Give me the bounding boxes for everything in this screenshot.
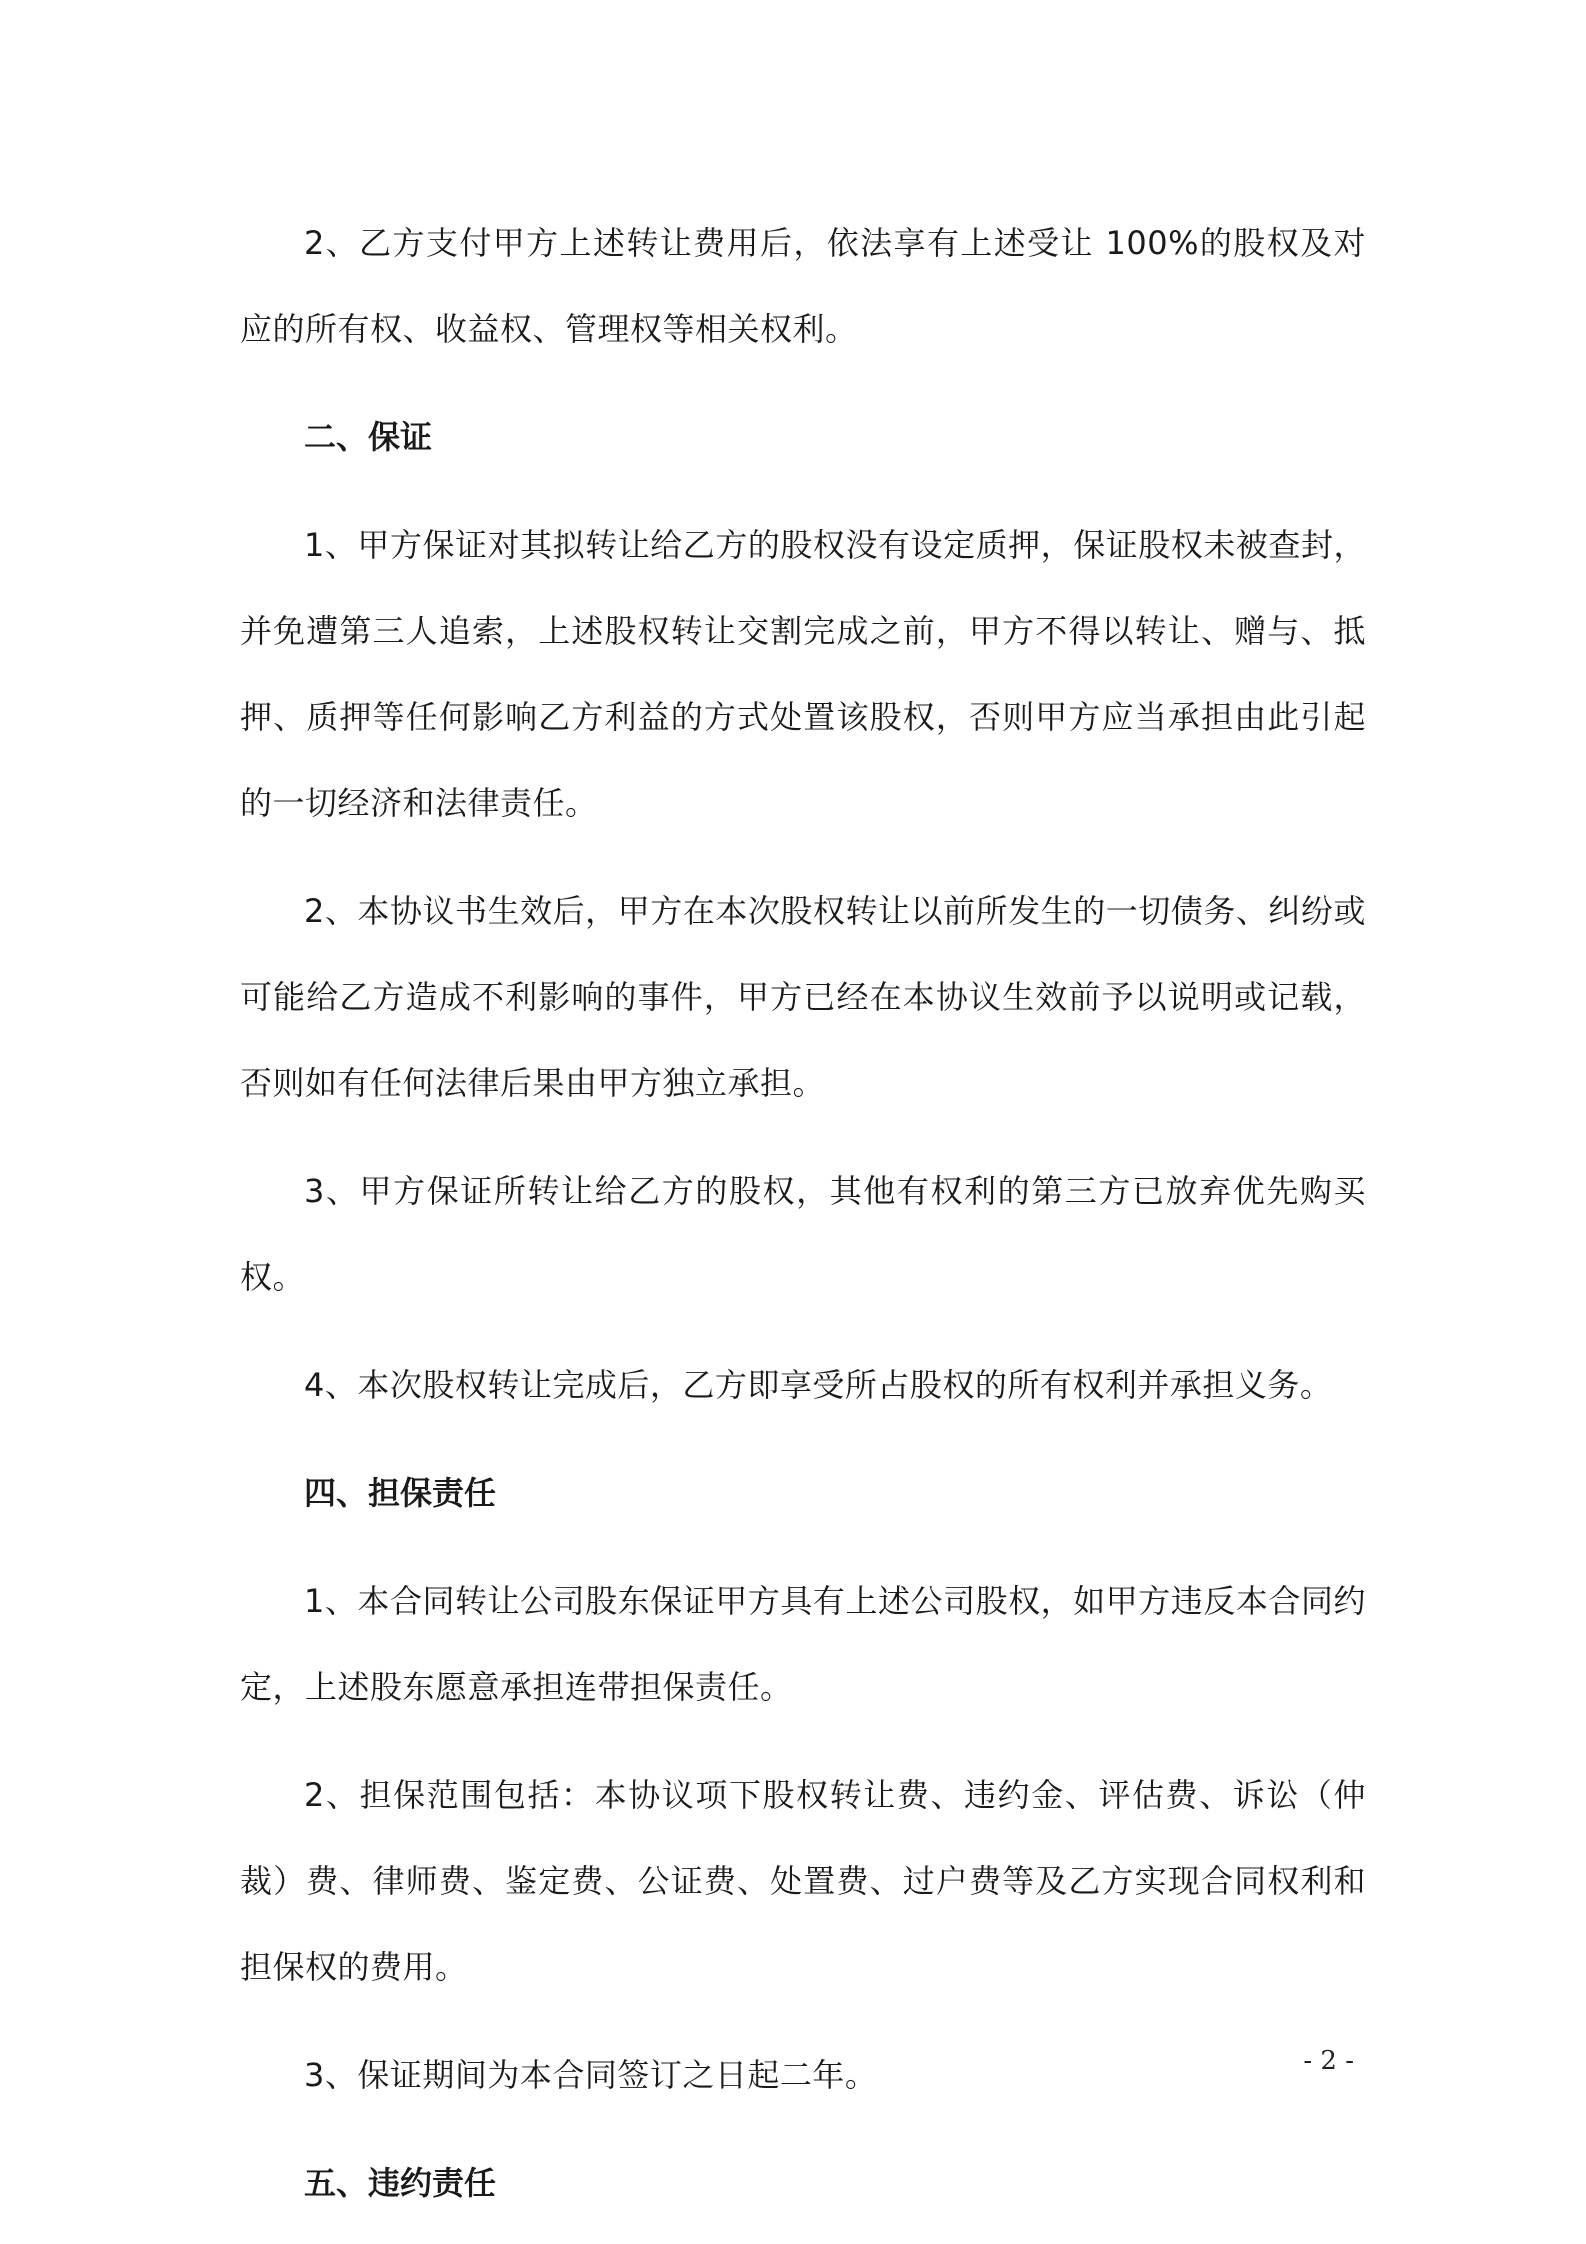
clause-paragraph: 1、甲方保证对其拟转让给乙方的股权没有设定质押，保证股权未被查封，并免遭第三人追索，上述股权转让交割完成之前，甲方不得以转让、赠与、抵押、质押等任何影响乙方利益的方式处置该股权，否则甲方应当承担由此引起的一切经济和法律责任。 (240, 526, 1366, 822)
paragraph-gap (240, 1730, 1366, 1752)
paragraph-gap (240, 1126, 1366, 1148)
paragraph-gap (240, 2010, 1366, 2032)
section-heading: 四、担保责任 (304, 1474, 497, 1512)
paragraph-gap (240, 1428, 1366, 1450)
clause-paragraph: 1、本合同转让公司股东保证甲方具有上述公司股权，如甲方违反本合同约定，上述股东愿意承担连带担保责任。 (240, 1582, 1366, 1706)
document-body (240, 200, 1366, 2226)
paragraph-gap (240, 480, 1366, 502)
section-heading: 二、保证 (304, 418, 433, 456)
page-number: - 2 - (1303, 2046, 1354, 2076)
clause-paragraph: 2、乙方支付甲方上述转让费用后，依法享有上述受让 100%的股权及对应的所有权、收益权、管理权等相关权利。 (240, 224, 1366, 348)
clause-paragraph: 3、保证期间为本合同签订之日起二年。 (304, 2056, 878, 2094)
paragraph-gap (240, 2118, 1366, 2140)
paragraph-gap (240, 372, 1366, 394)
clause-paragraph: 2、本协议书生效后，甲方在本次股权转让以前所发生的一切债务、纠纷或可能给乙方造成不利影响的事件，甲方已经在本协议生效前予以说明或记载，否则如有任何法律后果由甲方独立承担。 (240, 892, 1366, 1102)
paragraph-gap (240, 846, 1366, 868)
clause-paragraph: 2、担保范围包括：本协议项下股权转让费、违约金、评估费、诉讼（仲裁）费、律师费、鉴定费、公证费、处置费、过户费等及乙方实现合同权利和担保权的费用。 (240, 1776, 1366, 1986)
section-heading: 五、违约责任 (304, 2164, 497, 2202)
clause-paragraph: 4、本次股权转让完成后，乙方即享受所占股权的所有权利并承担义务。 (304, 1366, 1333, 1404)
paragraph-gap (240, 1320, 1366, 1342)
clause-paragraph: 3、甲方保证所转让给乙方的股权，其他有权利的第三方已放弃优先购买权。 (240, 1172, 1366, 1296)
paragraph-gap (240, 1536, 1366, 1558)
